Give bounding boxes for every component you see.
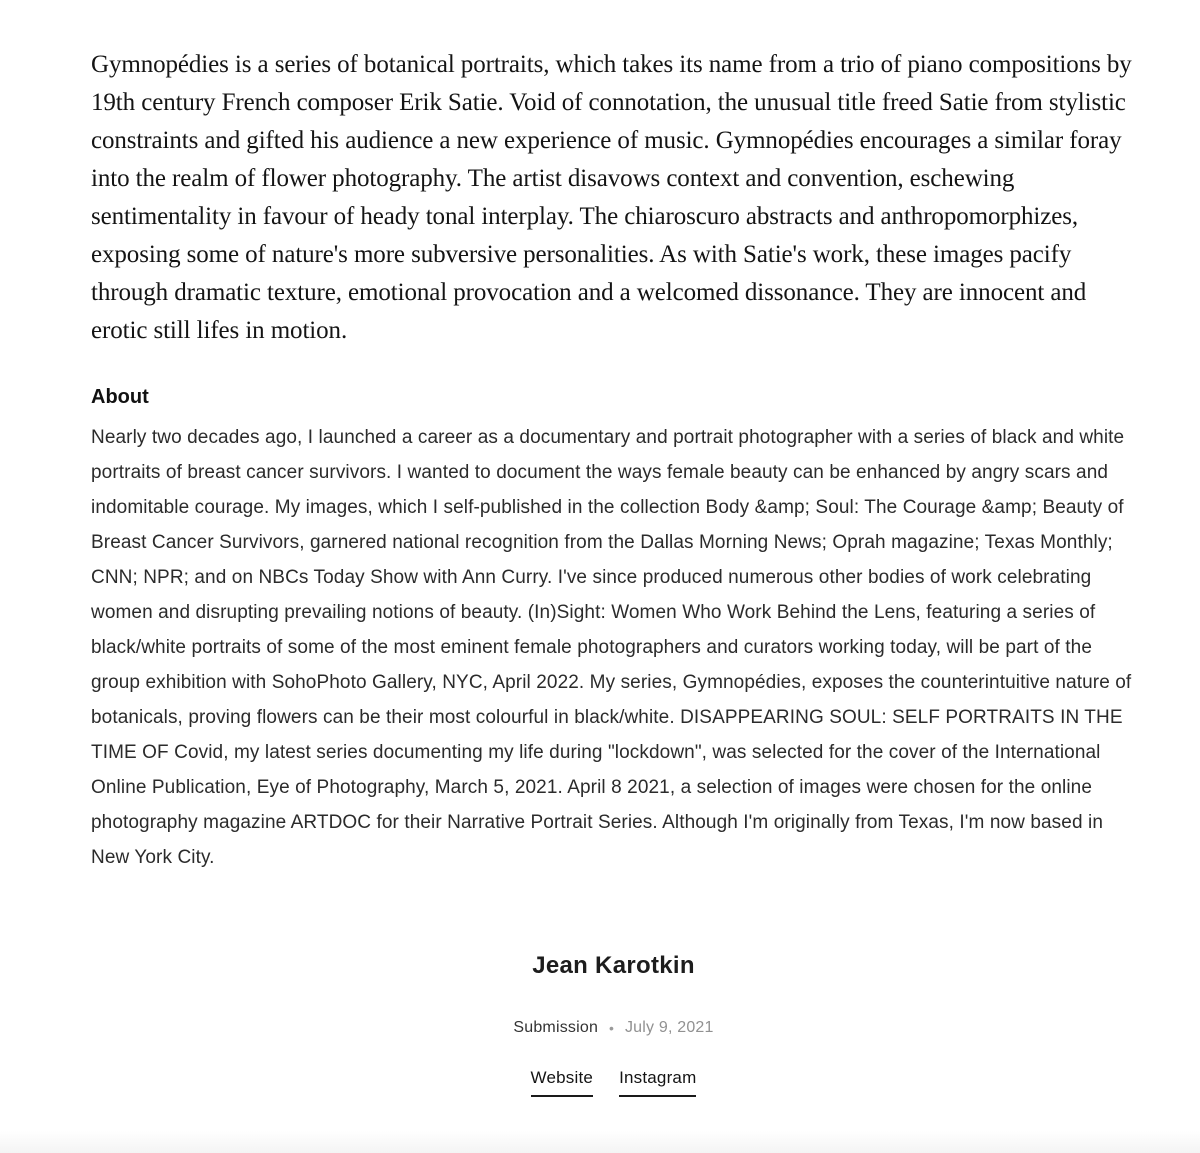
- intro-paragraph: Gymnopédies is a series of botanical portraits, which takes its name from a trio of piano compositions by 19th century French composer Erik Satie. Void of connotation, the unusual title freed Satie from stylistic constraints and gifted his audience a new experience of music. Gymnopédies encourages a similar foray into the realm of flower photography. The artist disavows context and convention, eschewing sentimentality in favour of heady tonal interplay. The chiaroscuro abstracts and anthropomorphizes, exposing some of nature's more subversive personalities. As with Satie's work, these images pacify through dramatic texture, emotional provocation and a welcomed dissonance. They are innocent and erotic still lifes in motion.: [91, 51, 1132, 344]
- author-name: Jean Karotkin: [532, 952, 695, 979]
- bottom-fade: [0, 1131, 1200, 1153]
- submission-date: July 9, 2021: [624, 1019, 714, 1036]
- website-link[interactable]: Website: [531, 1067, 594, 1097]
- submission-category-link[interactable]: Submission: [513, 1019, 599, 1036]
- submission-meta: [91, 1017, 1136, 1039]
- about-body-paragraph: Nearly two decades ago, I launched a career as a documentary and portrait photographer with a series of black and white portraits of breast cancer survivors. I wanted to document the ways female beauty can be enhanced by angry scars and indomitable courage. My images, which I self-published in the collection Body &amp; Soul: The Courage &amp; Beauty of Breast Cancer Survivors, garnered national recognition from the Dallas Morning News; Oprah magazine; Texas Monthly; CNN; NPR; and on NBCs Today Show with Ann Curry. I've since produced numerous other bodies of work celebrating women and disrupting prevailing notions of beauty. (In)Sight: Women Who Work Behind the Lens, featuring a series of black/white portraits of some of the most eminent female photographers and curators working today, will be part of the group exhibition with SohoPhoto Gallery, NYC, April 2022. My series, Gymnopédies, exposes the counterintuitive nature of botanicals, proving flowers can be their most colourful in black/white. DISAPPEARING SOUL: SELF PORTRAITS IN THE TIME OF Covid, my latest series documenting my life during "lockdown", was selected for the cover of the International Online Publication, Eye of Photography, March 5, 2021. April 8 2021, a selection of images were chosen for the online photography magazine ARTDOC for their Narrative Portrait Series. Although I'm originally from Texas, I'm now based in New York City.: [91, 427, 1132, 868]
- author-links: [91, 1067, 1136, 1097]
- bullet-separator: •: [609, 1020, 614, 1036]
- about-section: [91, 384, 1136, 875]
- instagram-link[interactable]: Instagram: [619, 1067, 696, 1097]
- author-footer: [91, 951, 1136, 1097]
- about-heading: About: [91, 386, 149, 408]
